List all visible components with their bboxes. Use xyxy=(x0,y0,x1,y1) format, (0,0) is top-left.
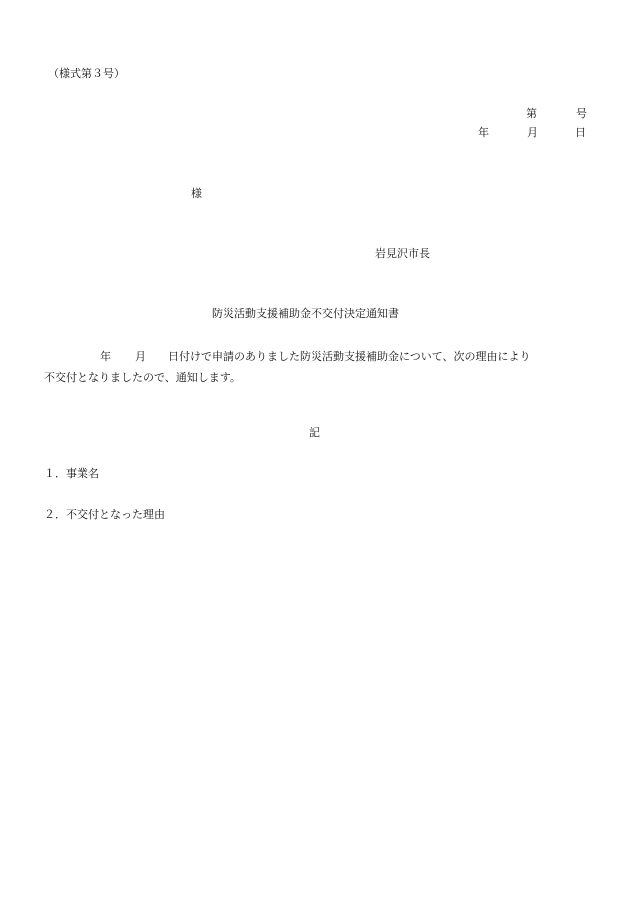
form-number: （様式第３号） xyxy=(48,67,125,80)
date-month: 月 xyxy=(527,126,538,139)
body-line-1 xyxy=(44,346,590,367)
sender-name: 岩見沢市長 xyxy=(375,247,430,260)
item-project-name: １．事業名 xyxy=(44,467,99,480)
body-paragraph xyxy=(44,346,590,388)
document-number-suffix: 号 xyxy=(576,107,587,120)
body-line1-text: 日付けで申請のありました防災活動支援補助金について、次の理由により xyxy=(168,350,531,363)
date-day: 日 xyxy=(575,126,586,139)
document-title: 防災活動支援補助金不交付決定通知書 xyxy=(212,307,399,320)
body-line-2: 不交付となりましたので、通知します。 xyxy=(44,371,241,384)
document-number-prefix: 第 xyxy=(526,107,537,120)
addressee-suffix: 様 xyxy=(191,187,202,200)
body-month: 月 xyxy=(135,350,146,363)
date-year: 年 xyxy=(478,126,489,139)
body-year: 年 xyxy=(100,350,111,363)
item-refusal-reason: ２．不交付となった理由 xyxy=(44,508,165,521)
ki-heading: 記 xyxy=(309,426,320,439)
